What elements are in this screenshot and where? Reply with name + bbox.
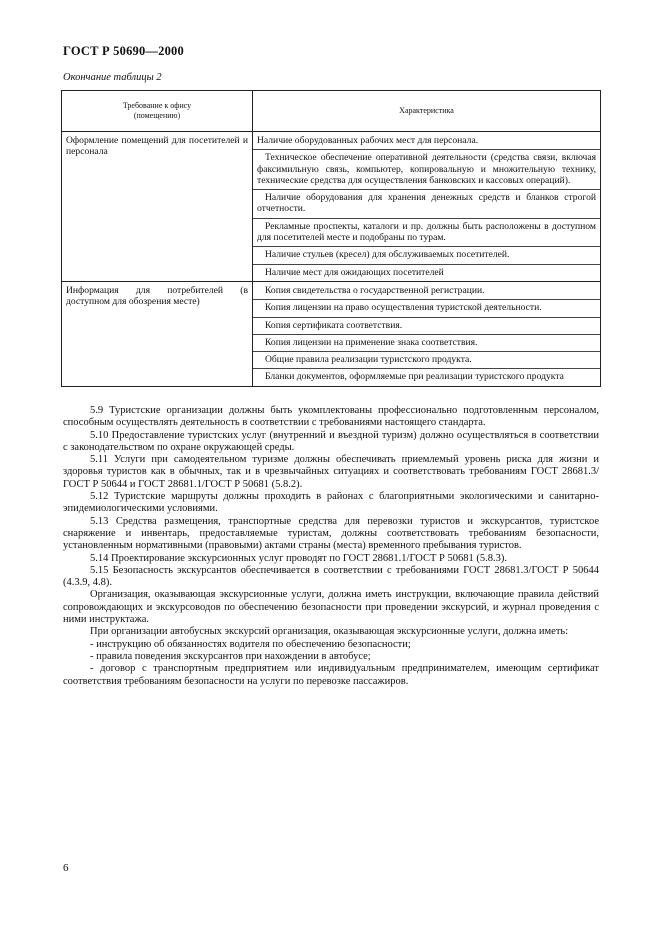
table-header-row	[62, 91, 601, 132]
characteristic-item: Копия сертификата соответствия.	[253, 318, 600, 335]
characteristic-item: Копия свидетельства о государственной регистрации.	[253, 282, 600, 300]
paragraph: Организация, оказывающая экскурсионные услуги, должна иметь инструкции, включающие правила действий сопровождающих и экскурсоводов по обеспечению безопасности при проведении экскурсий, и журнал проведения с ними инструктажа.	[63, 589, 599, 626]
page-number: 6	[63, 862, 69, 874]
paragraph: При организации автобусных экскурсий организация, оказывающая экскурсионные услуги, должна иметь:	[90, 626, 569, 638]
requirements-table	[61, 90, 601, 387]
characteristic-item: Рекламные проспекты, каталоги и пр. должны быть расположены в доступном для посетителей месте и подобраны по турам.	[253, 219, 600, 248]
paragraph: 5.10 Предоставление туристских услуг (внутренний и въездной туризм) должно осуществляться в соответствии с законодательством по охране окружающей среды.	[63, 429, 599, 453]
paragraph: 5.14 Проектирование экскурсионных услуг проводят по ГОСТ 28681.1/ГОСТ Р 50681 (5.8.3).	[90, 552, 507, 564]
paragraph: 5.9 Туристские организации должны быть укомплектованы профессионально подготовленным персоналом, способным осуществлять деятельность в соответствии с требованиями настоящего стандарта.	[63, 405, 599, 429]
characteristic-cell	[253, 281, 601, 386]
characteristic-cell	[253, 132, 601, 282]
characteristic-item: Копия лицензии на право осуществления туристской деятельности.	[253, 300, 600, 317]
characteristic-item: Наличие оборудованных рабочих мест для персонала.	[253, 132, 600, 150]
body-text	[63, 405, 599, 688]
table-caption: Окончание таблицы 2	[63, 72, 162, 83]
characteristic-item: Копия лицензии на применение знака соответствия.	[253, 335, 600, 352]
column-header-requirement: Требование к офису (помещению)	[62, 91, 253, 132]
paragraph: 5.13 Средства размещения, транспортные средства для перевозки туристов и экскурсантов, туристское снаряжение и инвентарь, предоставляемые туристам, должны соответствовать требованиям безопасности, установленным нормативными (правовыми) актами страны (места) временного пребывания туристов.	[63, 515, 599, 552]
list-item: - правила поведения экскурсантов при нахождении в автобусе;	[90, 650, 371, 662]
characteristic-item: Общие правила реализации туристского продукта.	[253, 352, 600, 369]
paragraph: 5.12 Туристские маршруты должны проходить в районах с благоприятными экологическими и санитарно-эпидемиологическими условиями.	[63, 491, 599, 515]
paragraph: 5.11 Услуги при самодеятельном туризме должны обеспечивать приемлемый уровень риска для жизни и здоровья туристов как в обычных, так и в чрезвычайных ситуациях и соответствовать требованиям ГОСТ 28681.3/ГОСТ Р 50644 и ГОСТ 28681.1/ГОСТ Р 50681 (5.8.2).	[63, 454, 599, 490]
characteristic-item: Бланки документов, оформляемые при реализации туристского продукта	[265, 371, 564, 383]
column-header-characteristic: Характеристика	[253, 91, 601, 132]
characteristic-item: Наличие стульев (кресел) для обслуживаемых посетителей.	[253, 247, 600, 264]
characteristic-item: Наличие мест для ожидающих посетителей	[265, 266, 444, 278]
paragraph: 5.15 Безопасность экскурсантов обеспечивается в соответствии с требованиями ГОСТ 28681.3/ГОСТ Р 50644 (4.3.9, 4.8).	[63, 564, 599, 589]
list-item: - инструкцию об обязанностях водителя по обеспечению безопасности;	[90, 638, 411, 650]
characteristic-item: Техническое обеспечение оперативной деятельности (средства связи, включая факсимильную связь, компьютер, копировальную и множительную технику, технические средства для осуществления банковских и кассовых операций).	[253, 150, 600, 190]
table-row	[62, 132, 601, 282]
requirement-cell: Оформление помещений для посетителей и персонала	[62, 132, 253, 282]
table-row	[62, 281, 601, 386]
characteristic-item: Наличие оборудования для хранения денежных средств и бланков строгой отчетности.	[253, 190, 600, 219]
list-item: - договор с транспортным предприятием или индивидуальным предпринимателем, имеющим сертификат соответствия требованиям безопасности на услуги по перевозке пассажиров.	[63, 663, 599, 687]
requirement-cell: Информация для потребителей (в доступном для обозрения месте)	[62, 281, 253, 386]
document-header: ГОСТ Р 50690—2000	[63, 44, 184, 58]
